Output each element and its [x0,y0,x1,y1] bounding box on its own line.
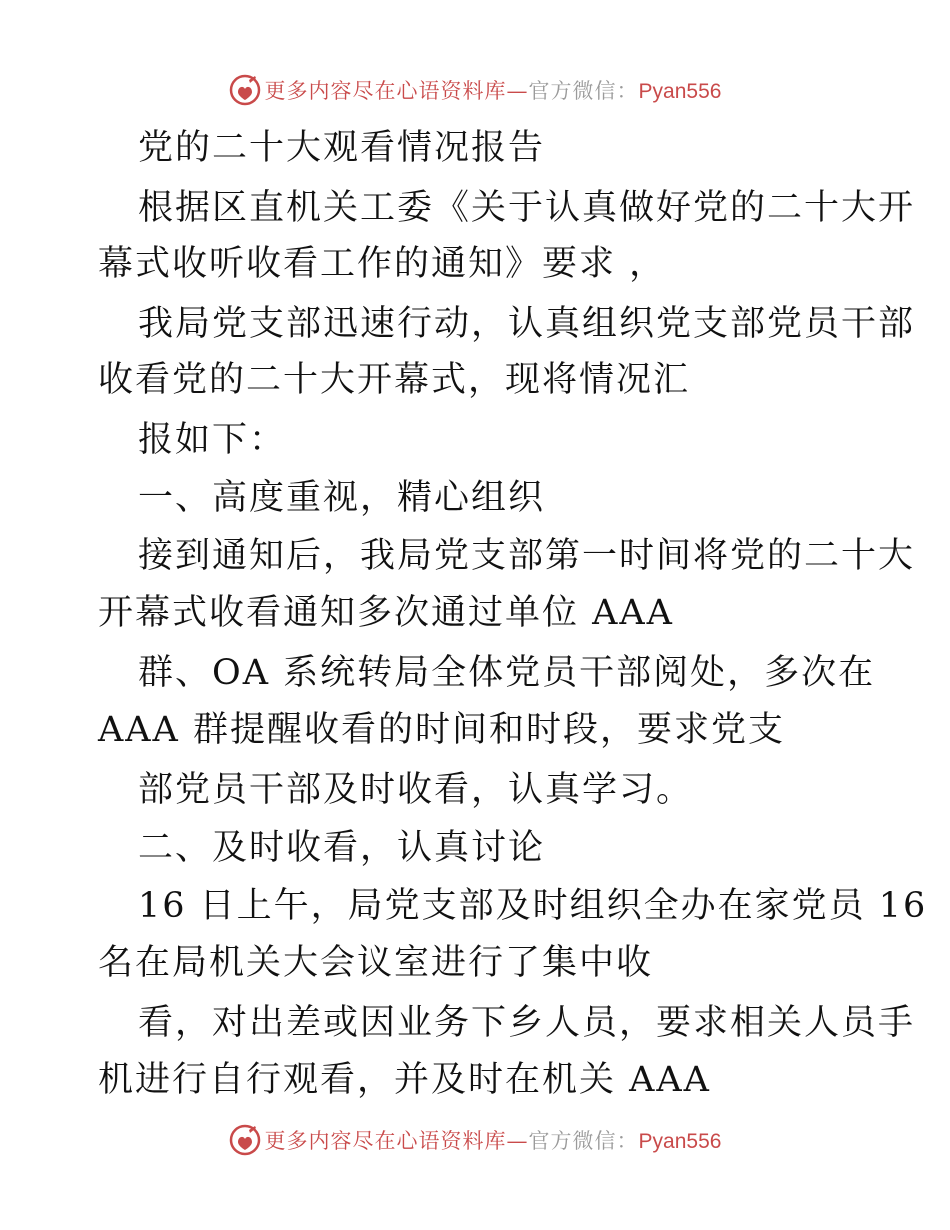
paragraph-line: 看，对出差或因业务下乡人员，要求相关人员手 [138,1003,916,1043]
banner-main-text: 更多内容尽在心语资料库 [264,1129,507,1153]
section-heading: 二、及时收看，认真讨论 [138,828,546,868]
paragraph-line: 名在局机关大会议室进行了集中收 [98,943,654,983]
banner-official-label: 官方微信： [528,79,639,103]
banner-wechat-id: Pyan556 [638,80,722,103]
paragraph-line: 根据区直机关工委《关于认真做好党的二十大开 [138,188,916,228]
paragraph-line: 群、OA 系统转局全体党员干部阅处，多次在 [138,653,876,693]
footer-banner-text [265,1125,722,1155]
document-title: 党的二十大观看情况报告 [138,128,546,168]
paragraph-line: 机进行自行观看，并及时在机关 AAA [98,1060,711,1100]
paragraph-line: AAA 群提醒收看的时间和时段，要求党支 [98,710,785,750]
paragraph-line: 开幕式收看通知多次通过单位 AAA [98,593,674,633]
section-heading: 一、高度重视，精心组织 [138,478,546,518]
footer-banner-content [229,1124,722,1156]
paragraph-line: 收看党的二十大开幕式，现将情况汇 [98,360,691,400]
banner-dash: — [506,1129,529,1153]
footer-banner [0,1120,950,1160]
paragraph-line: 部党员干部及时收看，认真学习。 [138,770,694,810]
banner-wechat-id: Pyan556 [638,1130,722,1153]
pen-heart-logo-icon [229,1124,261,1156]
paragraph-line: 报如下： [138,420,287,460]
banner-main-text: 更多内容尽在心语资料库 [264,79,507,103]
banner-dash: — [506,79,529,103]
paragraph-line: 我局党支部迅速行动，认真组织党支部党员干部 [138,304,916,344]
banner-official-label: 官方微信： [528,1129,639,1153]
paragraph-line: 接到通知后，我局党支部第一时间将党的二十大 [138,536,916,576]
paragraph-line: 16 日上午，局党支部及时组织全办在家党员 16 [138,886,928,926]
paragraph-line: 幕式收听收看工作的通知》要求 ， [98,244,667,284]
